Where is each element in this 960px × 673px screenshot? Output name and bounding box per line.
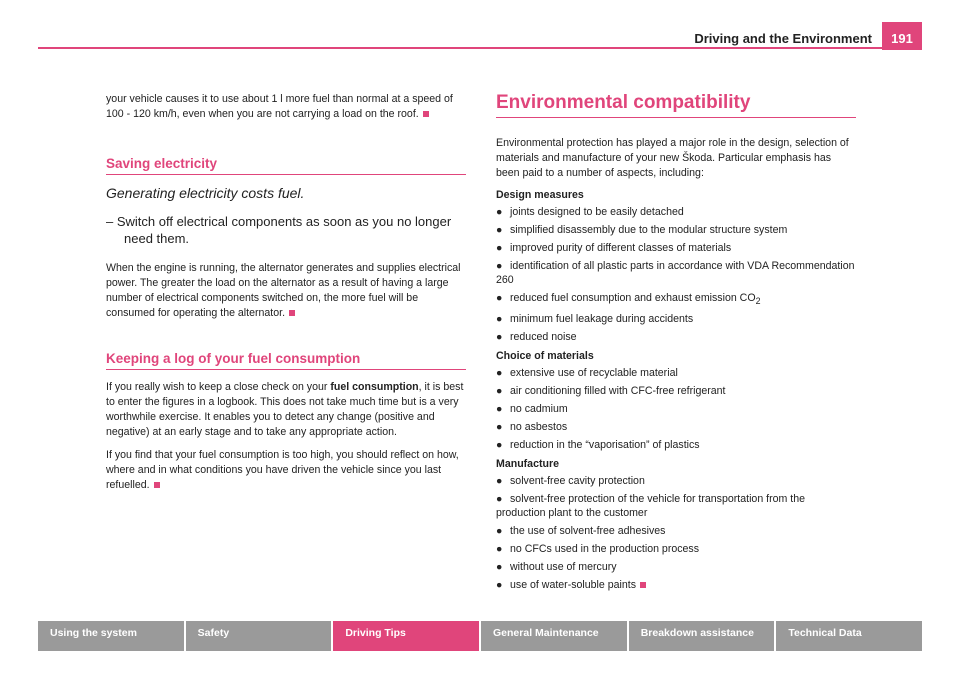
fuel-log-p1: If you really wish to keep a close check on your fuel consumption, it is best to enter the figures in a logbook. This does not take much time but is a very worthwhile exercise. It enables you to detect any change (positive and negative) at an early stage and to take any appropriate action. — [106, 381, 464, 438]
nav-general-maintenance[interactable]: General Maintenance — [481, 621, 627, 651]
list-item: ● improved purity of different classes of materials — [496, 242, 732, 254]
list-item: ● joints designed to be easily detached — [496, 206, 684, 218]
list-item: ● solvent-free cavity protection — [496, 475, 645, 488]
nav-breakdown-assistance[interactable]: Breakdown assistance — [629, 621, 775, 651]
nav-safety[interactable]: Safety — [186, 621, 332, 651]
fuel-log-heading: Keeping a log of your fuel consumption — [106, 351, 466, 370]
list-item: ● reduction in the “vaporisation” of plastics — [496, 439, 700, 452]
end-marker-icon — [423, 111, 429, 117]
intro-paragraph: your vehicle causes it to use about 1 l more fuel than normal at a speed of 100 - 120 km/h, even when you are not carrying a load on the roof. — [106, 93, 453, 120]
saving-body: When the engine is running, the alternator generates and supplies electrical power. The greater the load on the alternator as a result of having a large number of electrical components switched on, the more fuel will be consumed for operating the alternator. — [106, 262, 461, 319]
nav-using-the-system[interactable]: Using the system — [38, 621, 184, 651]
list-item: ● reduced fuel consumption and exhaust emission $CO_2$ — [496, 292, 761, 307]
header-title: Driving and the Environment — [694, 31, 872, 46]
list-item: ● without use of mercury — [496, 561, 617, 574]
end-marker-icon — [640, 582, 646, 588]
bottom-nav — [38, 621, 922, 651]
list-item: ● solvent-free protection of the vehicle for transportation from the production plant to the customer — [496, 493, 806, 520]
environmental-heading: Environmental compatibility — [496, 92, 856, 118]
list-item: ● reduced noise — [496, 331, 577, 344]
manufacture-list — [496, 474, 856, 592]
saving-step: – Switch off electrical components as soon as you no longer need them. — [106, 214, 452, 246]
page-number: 191 — [882, 22, 922, 50]
materials-label: Choice of materials — [496, 350, 594, 363]
end-marker-icon — [154, 482, 160, 488]
list-item: ● use of water-soluble paints — [496, 578, 856, 592]
list-item: ● extensive use of recyclable material — [496, 367, 678, 380]
design-label: Design measures — [496, 189, 584, 201]
header-rule — [38, 47, 922, 49]
list-item: ● simplified disassembly due to the modular structure system — [496, 224, 788, 236]
end-marker-icon — [289, 310, 295, 316]
list-item: ● identification of all plastic parts in accordance with VDA Recommendation 260 — [496, 260, 855, 286]
list-item: ● minimum fuel leakage during accidents — [496, 313, 694, 326]
list-item: ● the use of solvent-free adhesives — [496, 525, 666, 538]
left-column — [106, 92, 466, 501]
fuel-log-p2: If you find that your fuel consumption is too high, you should reflect on how, where and in what conditions you have driven the vehicle since you last refuelled. — [106, 449, 459, 491]
list-item: ● no CFCs used in the production process — [496, 543, 700, 556]
environmental-intro: Environmental protection has played a major role in the design, selection of materials and manufacture of your new Škoda. Particular emphasis has been paid to a number of aspects, including: — [496, 137, 849, 179]
saving-subheading: Generating electricity costs fuel. — [106, 185, 305, 201]
saving-electricity-heading: Saving electricity — [106, 156, 466, 175]
list-item: ● no asbestos — [496, 421, 568, 434]
list-item: ● no cadmium — [496, 403, 568, 416]
nav-driving-tips[interactable]: Driving Tips — [333, 621, 479, 651]
list-item: ● air conditioning filled with CFC-free refrigerant — [496, 385, 726, 398]
right-column — [496, 92, 856, 598]
materials-list — [496, 366, 856, 452]
design-list — [496, 205, 856, 344]
nav-technical-data[interactable]: Technical Data — [776, 621, 922, 651]
manufacture-label: Manufacture — [496, 458, 559, 471]
